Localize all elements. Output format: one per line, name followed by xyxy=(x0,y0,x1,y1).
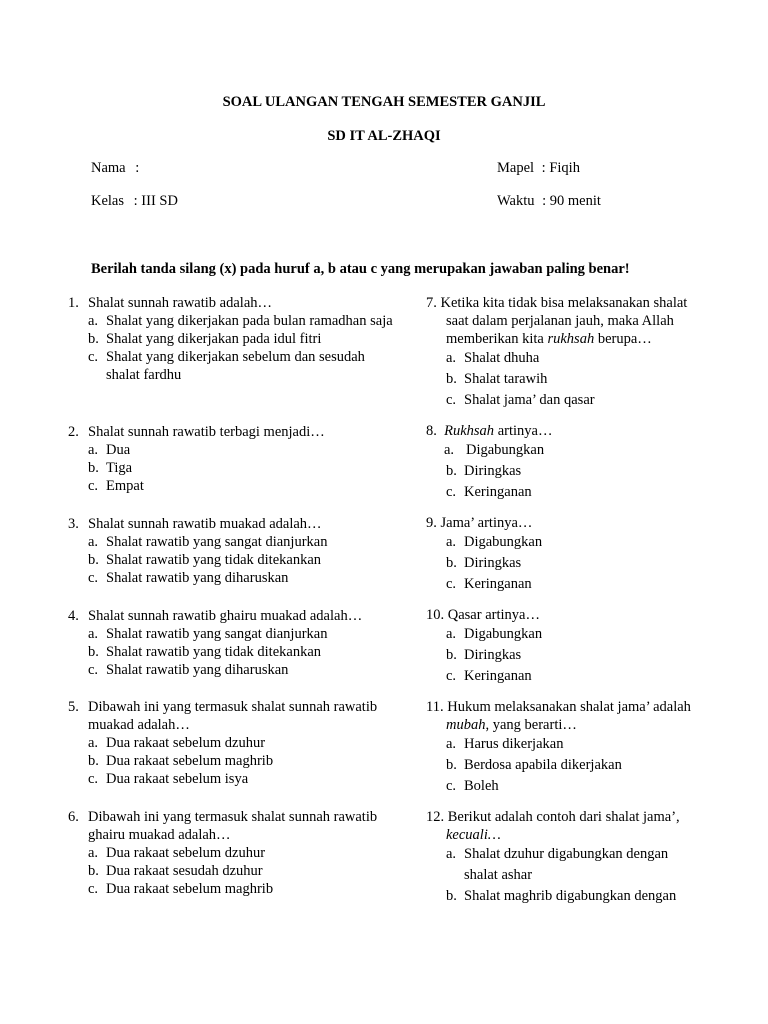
italic-term: rukhsah xyxy=(547,331,595,347)
option-c xyxy=(68,348,393,366)
option-a xyxy=(68,625,362,643)
option-c xyxy=(446,666,542,687)
option-text: Shalat jama’ dan qasar xyxy=(464,392,595,408)
question-text-line xyxy=(426,330,687,348)
option-letter: c. xyxy=(88,771,99,787)
question-11 xyxy=(426,698,691,797)
option-text: Boleh xyxy=(464,778,499,794)
option-letter: b. xyxy=(88,753,99,769)
question-text: Berikut adalah contoh dari shalat jama’, xyxy=(447,809,680,825)
option-letter: b. xyxy=(88,460,99,476)
option-text: Diringkas xyxy=(464,647,522,663)
option-a xyxy=(446,844,680,865)
question-line xyxy=(68,716,377,734)
option-b xyxy=(444,461,552,482)
options-list xyxy=(426,348,687,411)
question-7 xyxy=(426,294,687,411)
option-letter: b. xyxy=(88,644,99,660)
option-text: Harus dikerjakan xyxy=(464,736,564,752)
question-number: 1. xyxy=(68,295,79,311)
option-a xyxy=(446,532,542,553)
option-text: Shalat tarawih xyxy=(464,371,548,387)
option-a xyxy=(446,624,542,645)
options-list xyxy=(426,532,542,595)
question-line xyxy=(68,515,327,533)
option-letter: b. xyxy=(446,463,457,479)
option-letter: b. xyxy=(446,371,457,387)
option-text: Shalat yang dikerjakan pada bulan ramadhan saja xyxy=(106,313,393,329)
option-text: Shalat dzuhur digabungkan dengan xyxy=(464,846,669,862)
question-1 xyxy=(68,294,393,384)
question-number: 9. xyxy=(426,515,437,531)
option-text: Shalat maghrib digabungkan dengan xyxy=(464,888,677,904)
option-text: Dua rakaat sesudah dzuhur xyxy=(106,863,263,879)
option-letter: b. xyxy=(88,331,99,347)
option-text: Dua rakaat sebelum maghrib xyxy=(106,753,274,769)
nama-sep: : xyxy=(135,160,140,176)
option-c xyxy=(446,776,691,797)
option-letter: a. xyxy=(444,442,455,458)
option-text: Dua rakaat sebelum dzuhur xyxy=(106,735,266,751)
question-text: berupa… xyxy=(594,331,652,347)
option-letter: a. xyxy=(88,735,99,751)
question-number: 7. xyxy=(426,295,437,311)
option-letter: b. xyxy=(446,757,457,773)
question-3 xyxy=(68,515,327,587)
option-continuation xyxy=(446,865,680,886)
option-text: Keringanan xyxy=(464,668,532,684)
question-number: 6. xyxy=(68,809,79,825)
question-text: , yang berarti… xyxy=(485,717,577,733)
question-number: 12. xyxy=(426,809,445,825)
option-a xyxy=(446,734,691,755)
option-a xyxy=(68,441,325,459)
question-6 xyxy=(68,808,377,898)
question-10 xyxy=(426,606,542,687)
option-letter: c. xyxy=(446,778,457,794)
question-text: Dibawah ini yang termasuk shalat sunnah rawatib xyxy=(88,809,378,825)
question-text: Shalat sunnah rawatib ghairu muakad adalah… xyxy=(88,608,363,624)
option-b xyxy=(446,553,542,574)
option-text: Shalat rawatib yang sangat dianjurkan xyxy=(106,626,328,642)
options-list xyxy=(426,734,691,797)
question-number xyxy=(68,826,88,844)
option-a xyxy=(444,440,552,461)
question-number: 3. xyxy=(68,516,79,532)
option-letter: c. xyxy=(446,576,457,592)
question-line xyxy=(68,698,377,716)
option-text: Shalat rawatib yang sangat dianjurkan xyxy=(106,534,328,550)
option-letter xyxy=(446,865,464,886)
option-letter: c. xyxy=(88,881,99,897)
option-letter: a. xyxy=(446,846,457,862)
option-b xyxy=(446,645,542,666)
option-text: Shalat yang dikerjakan pada idul fitri xyxy=(106,331,322,347)
option-letter: c. xyxy=(88,570,99,586)
option-c xyxy=(446,574,542,595)
question-line xyxy=(68,826,377,844)
option-letter: b. xyxy=(446,555,457,571)
option-c xyxy=(68,770,377,788)
option-text: shalat ashar xyxy=(464,867,533,883)
option-letter: b. xyxy=(88,863,99,879)
option-letter xyxy=(88,366,106,384)
option-b xyxy=(68,330,393,348)
option-letter: a. xyxy=(88,845,99,861)
option-text: Shalat rawatib yang diharuskan xyxy=(106,662,289,678)
question-text: ghairu muakad adalah… xyxy=(88,827,231,843)
option-letter: c. xyxy=(88,349,99,365)
nama-field xyxy=(91,160,139,177)
option-text: shalat fardhu xyxy=(106,367,182,383)
option-c xyxy=(444,482,552,503)
question-2 xyxy=(68,423,325,495)
option-text: Empat xyxy=(106,478,144,494)
option-c xyxy=(68,569,327,587)
option-text: Dua xyxy=(106,442,131,458)
question-5 xyxy=(68,698,377,788)
option-b xyxy=(446,369,687,390)
option-b xyxy=(446,886,680,907)
exam-title: SOAL ULANGAN TENGAH SEMESTER GANJIL xyxy=(222,94,546,110)
question-9 xyxy=(426,514,542,595)
question-number: 2. xyxy=(68,424,79,440)
option-text: Berdosa apabila dikerjakan xyxy=(464,757,622,773)
option-letter: a. xyxy=(446,350,457,366)
option-b xyxy=(68,459,325,477)
option-b xyxy=(68,862,377,880)
question-text: memberikan kita xyxy=(446,331,548,347)
option-a xyxy=(68,312,393,330)
question-number xyxy=(68,716,88,734)
option-text: Diringkas xyxy=(464,555,522,571)
options-list xyxy=(426,844,680,907)
option-text: Dua rakaat sebelum dzuhur xyxy=(106,845,266,861)
question-text: muakad adalah… xyxy=(88,717,190,733)
question-text: Shalat sunnah rawatib adalah… xyxy=(88,295,273,311)
question-8 xyxy=(426,422,552,503)
kelas-label: Kelas xyxy=(91,193,125,209)
option-letter: c. xyxy=(446,668,457,684)
question-text: Ketika kita tidak bisa melaksanakan shalat xyxy=(440,295,688,311)
option-a xyxy=(68,844,377,862)
option-text: Shalat rawatib yang diharuskan xyxy=(106,570,289,586)
question-text: Shalat sunnah rawatib muakad adalah… xyxy=(88,516,322,532)
option-text: Digabungkan xyxy=(464,626,543,642)
question-12 xyxy=(426,808,680,907)
option-c xyxy=(68,477,325,495)
mapel-value: : Fiqih xyxy=(541,160,580,176)
option-b xyxy=(68,643,362,661)
italic-term: mubah xyxy=(446,717,486,733)
option-letter: b. xyxy=(88,552,99,568)
option-a xyxy=(446,348,687,369)
italic-term: Rukhsah xyxy=(444,423,495,439)
kelas-value: : III SD xyxy=(133,193,178,209)
option-continuation xyxy=(68,366,393,384)
option-letter: b. xyxy=(446,888,457,904)
waktu-value: : 90 menit xyxy=(542,193,601,209)
option-text: Keringanan xyxy=(464,576,532,592)
option-text: Shalat rawatib yang tidak ditekankan xyxy=(106,552,322,568)
question-line xyxy=(68,607,362,625)
option-text: Dua rakaat sebelum maghrib xyxy=(106,881,274,897)
options-list xyxy=(426,440,552,503)
option-text: Shalat dhuha xyxy=(464,350,540,366)
option-letter: a. xyxy=(446,736,457,752)
mapel-label: Mapel xyxy=(497,160,535,176)
option-text: Shalat yang dikerjakan sebelum dan sesudah xyxy=(106,349,365,365)
question-line xyxy=(68,294,393,312)
option-letter: a. xyxy=(446,534,457,550)
question-number: 4. xyxy=(68,608,79,624)
waktu-field xyxy=(497,193,601,210)
nama-label: Nama xyxy=(91,160,126,176)
option-letter: a. xyxy=(88,534,99,550)
option-a xyxy=(68,533,327,551)
option-text: Dua rakaat sebelum isya xyxy=(106,771,249,787)
option-text: Digabungkan xyxy=(464,534,543,550)
italic-term: kecuali… xyxy=(446,827,501,843)
kelas-field xyxy=(91,193,178,210)
option-letter: c. xyxy=(446,392,457,408)
question-line xyxy=(68,808,377,826)
option-letter: c. xyxy=(88,662,99,678)
question-number: 11. xyxy=(426,699,444,715)
question-text: Hukum melaksanakan shalat jama’ adalah xyxy=(447,699,691,715)
question-number: 10. xyxy=(426,607,445,623)
waktu-label: Waktu xyxy=(497,193,535,209)
option-text: Shalat rawatib yang tidak ditekankan xyxy=(106,644,322,660)
option-c xyxy=(68,661,362,679)
option-letter: a. xyxy=(88,442,99,458)
option-c xyxy=(446,390,687,411)
question-4 xyxy=(68,607,362,679)
options-list xyxy=(426,624,542,687)
option-text: Tiga xyxy=(106,460,133,476)
question-text: Dibawah ini yang termasuk shalat sunnah rawatib xyxy=(88,699,378,715)
option-letter: a. xyxy=(88,313,99,329)
mapel-field xyxy=(497,160,580,177)
option-c xyxy=(68,880,377,898)
question-text: Jama’ artinya… xyxy=(440,515,533,531)
question-text: artinya… xyxy=(494,423,553,439)
option-letter: c. xyxy=(88,478,99,494)
option-b xyxy=(68,752,377,770)
question-text: Qasar artinya… xyxy=(447,607,540,623)
option-letter: a. xyxy=(88,626,99,642)
question-number: 8. xyxy=(426,423,437,439)
option-letter: b. xyxy=(446,647,457,663)
question-text: saat dalam perjalanan jauh, maka Allah xyxy=(446,313,674,329)
question-line xyxy=(68,423,325,441)
option-letter: c. xyxy=(446,484,457,500)
option-b xyxy=(68,551,327,569)
question-text-line xyxy=(426,716,691,734)
option-text: Digabungkan xyxy=(466,442,545,458)
option-text: Diringkas xyxy=(464,463,522,479)
option-a xyxy=(68,734,377,752)
option-b xyxy=(446,755,691,776)
school-name: SD IT AL-ZHAQI xyxy=(327,128,441,144)
option-letter: a. xyxy=(446,626,457,642)
instruction: Berilah tanda silang (x) pada huruf a, b atau c yang merupakan jawaban paling benar! xyxy=(91,261,630,277)
option-text: Keringanan xyxy=(464,484,532,500)
question-number: 5. xyxy=(68,699,79,715)
question-text: Shalat sunnah rawatib terbagi menjadi… xyxy=(88,424,325,440)
